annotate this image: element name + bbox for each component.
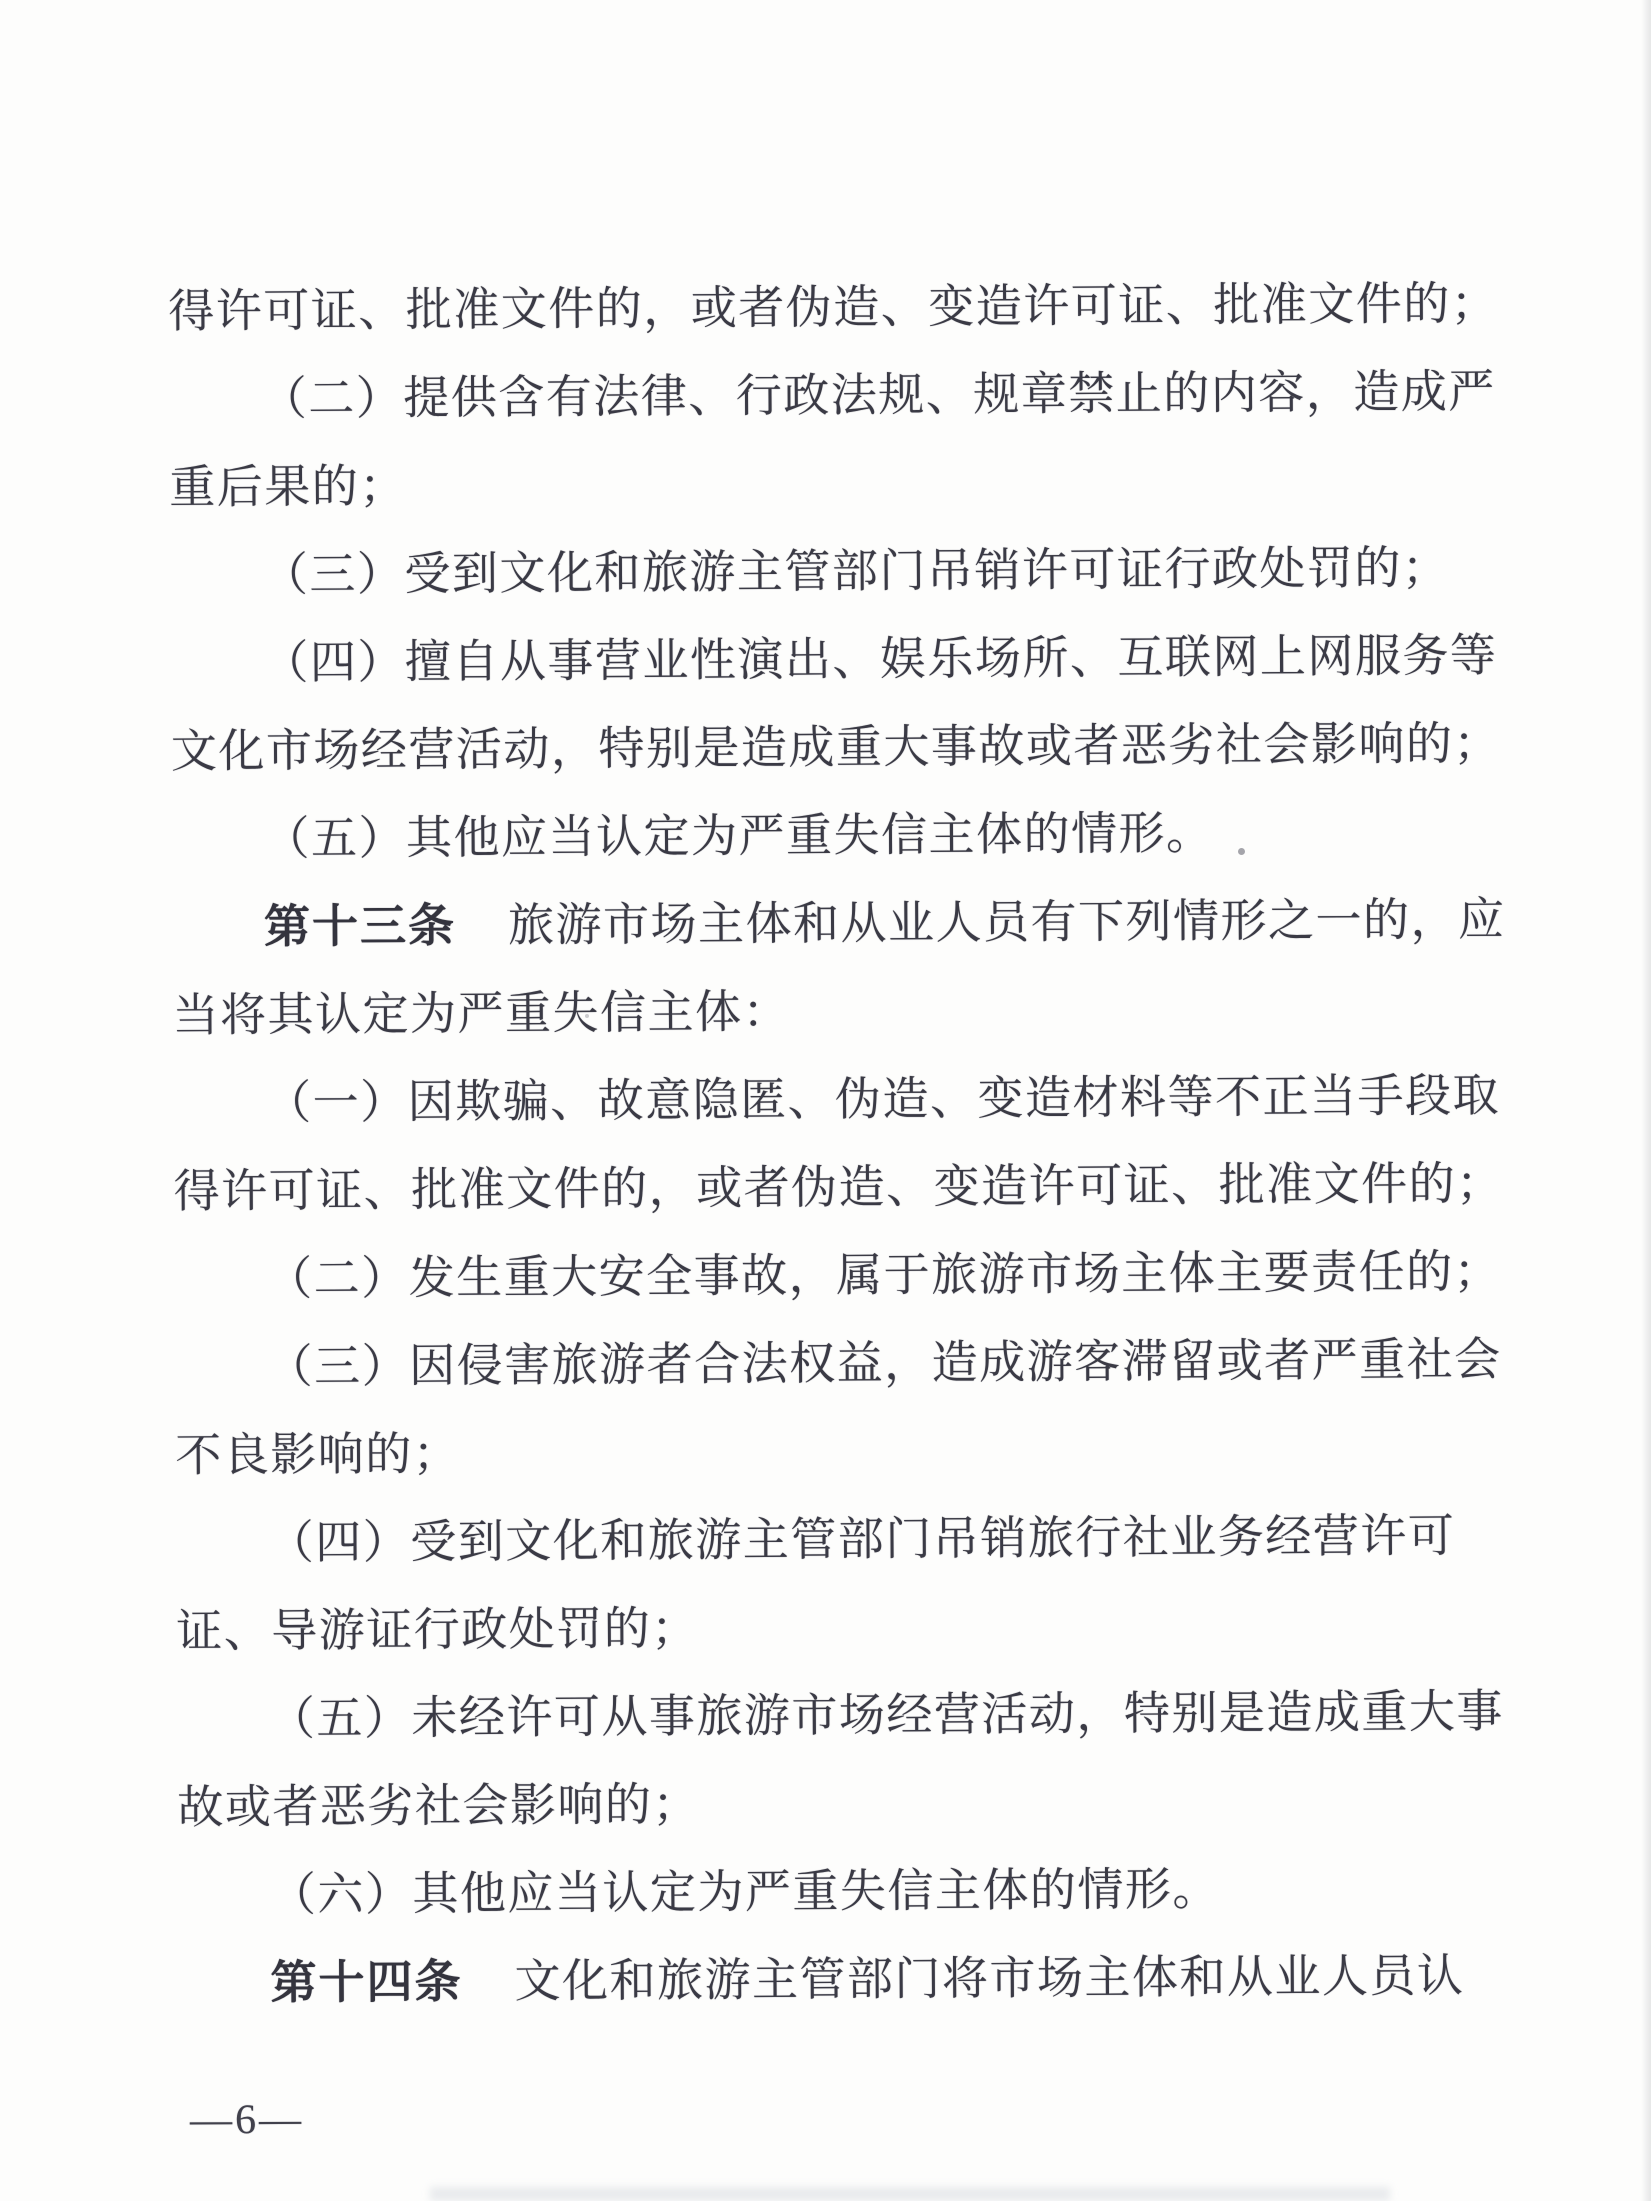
text-line	[178, 1844, 1509, 1940]
text-line	[168, 260, 1499, 356]
text-line	[169, 436, 1500, 532]
line-text: （五）未经许可从事旅游市场经营活动，特别是造成重大事	[268, 1685, 1504, 1745]
page-number: —6—	[189, 2096, 305, 2144]
line-text: 当将其认定为严重失信主体：	[172, 986, 791, 1041]
scan-speck	[585, 1014, 589, 1018]
line-text: （五）其他应当认定为严重失信主体的情形。	[263, 807, 1214, 865]
text-line	[172, 876, 1506, 972]
line-text: （四）受到文化和旅游主管部门吊销旅行社业务经营许可	[267, 1510, 1456, 1569]
article-number: 第十三条	[263, 900, 457, 953]
line-text: （三）因侵害旅游者合法权益，造成游客滞留或者严重社会	[266, 1333, 1502, 1393]
text-line	[176, 1580, 1507, 1676]
text-line	[172, 964, 1503, 1060]
line-text: （二）发生重大安全事故，属于旅游市场主体主要责任的；	[266, 1245, 1502, 1305]
text-line	[171, 788, 1502, 884]
line-text: 旅游市场主体和从业人员有下列情形之一的，应	[507, 893, 1506, 951]
text-line	[174, 1228, 1505, 1324]
line-text: 不良影响的；	[175, 1428, 461, 1481]
text-line	[178, 1932, 1509, 2028]
article-number: 第十四条	[270, 1956, 463, 2009]
text-line	[176, 1492, 1507, 1588]
line-text: 证、导游证行政处罚的；	[176, 1602, 699, 1657]
scan-bleed-artifact	[430, 2187, 1390, 2201]
text-line	[175, 1404, 1506, 1500]
line-text: 得许可证、批准文件的，或者伪造、变造许可证、批准文件的；	[173, 1157, 1504, 1217]
text-line	[170, 524, 1501, 620]
text-line	[170, 612, 1501, 708]
line-text: （四）擅自从事营业性演出、娱乐场所、互联网上网服务等	[262, 629, 1498, 689]
text-line	[173, 1052, 1504, 1148]
text-line	[174, 1316, 1505, 1412]
text-lines	[168, 260, 1509, 2028]
scan-speck	[1238, 848, 1245, 855]
line-text: 重后果的；	[169, 460, 407, 513]
line-text: （二）提供含有法律、行政法规、规章禁止的内容，造成严	[260, 365, 1496, 425]
text-line	[177, 1756, 1508, 1852]
text-line	[173, 1140, 1504, 1236]
line-text: （一）因欺骗、故意隐匿、伪造、变造材料等不正当手段取	[264, 1069, 1501, 1129]
line-text: （三）受到文化和旅游主管部门吊销许可证行政处罚的；	[261, 542, 1450, 601]
line-text: 故或者恶劣社会影响的；	[177, 1778, 701, 1833]
text-line	[169, 348, 1500, 444]
line-text: 文化市场经营活动，特别是造成重大事故或者恶劣社会影响的；	[170, 717, 1502, 777]
text-line	[171, 700, 1502, 796]
line-text: 得许可证、批准文件的，或者伪造、变造许可证、批准文件的；	[168, 277, 1499, 337]
document-body	[168, 260, 1509, 2028]
scan-edge-shadow	[1641, 0, 1651, 2201]
line-text: 文化和旅游主管部门将市场主体和从业人员认	[514, 1950, 1465, 2007]
line-text: （六）其他应当认定为严重失信主体的情形。	[269, 1863, 1221, 1921]
text-line	[177, 1668, 1508, 1764]
